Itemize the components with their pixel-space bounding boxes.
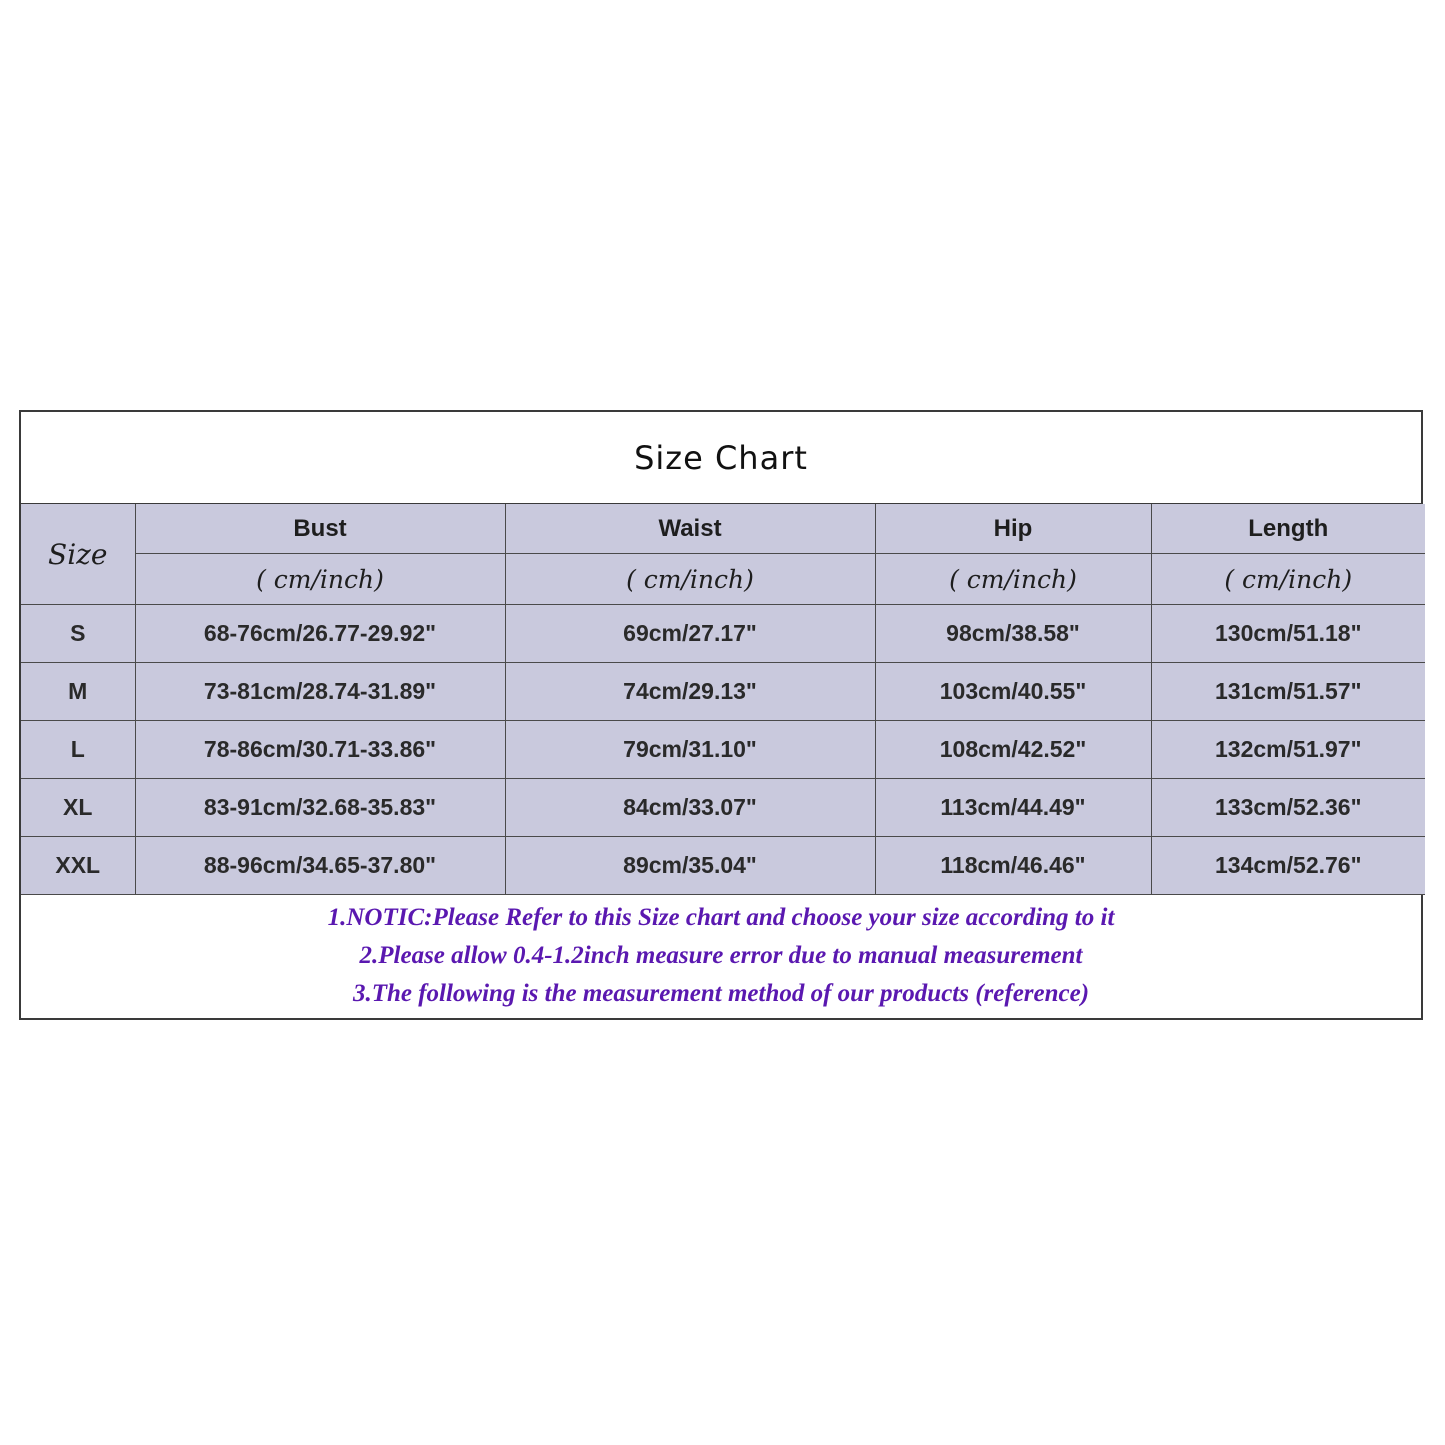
- header-row: [21, 504, 1425, 554]
- hip-cell: 98cm/38.58": [875, 605, 1151, 663]
- chart-title: Size Chart: [21, 412, 1421, 504]
- bust-cell: 78-86cm/30.71-33.86": [135, 721, 505, 779]
- length-column-header: Length: [1151, 504, 1425, 554]
- length-cell: 133cm/52.36": [1151, 779, 1425, 837]
- length-cell: 130cm/51.18": [1151, 605, 1425, 663]
- unit-row: [21, 554, 1425, 605]
- waist-cell: 89cm/35.04": [505, 837, 875, 895]
- size-cell: L: [21, 721, 135, 779]
- table-row: [21, 837, 1425, 895]
- note-line: 3.The following is the measurement method of our products (reference): [352, 980, 1090, 1007]
- bust-cell: 68-76cm/26.77-29.92": [135, 605, 505, 663]
- size-cell: XXL: [21, 837, 135, 895]
- note-line: 2.Please allow 0.4-1.2inch measure error due to manual measurement: [359, 942, 1083, 969]
- waist-cell: 69cm/27.17": [505, 605, 875, 663]
- note-line: 1.NOTIC:Please Refer to this Size chart and choose your size according to it: [327, 904, 1115, 931]
- hip-cell: 118cm/46.46": [875, 837, 1151, 895]
- hip-cell: 108cm/42.52": [875, 721, 1151, 779]
- table-row: [21, 721, 1425, 779]
- waist-column-header: Waist: [505, 504, 875, 554]
- size-cell: XL: [21, 779, 135, 837]
- bust-unit: ( cm/inch): [135, 554, 505, 605]
- length-cell: 132cm/51.97": [1151, 721, 1425, 779]
- bust-cell: 88-96cm/34.65-37.80": [135, 837, 505, 895]
- size-cell: M: [21, 663, 135, 721]
- hip-unit: ( cm/inch): [875, 554, 1151, 605]
- table-row: [21, 663, 1425, 721]
- table-row: [21, 605, 1425, 663]
- length-unit: ( cm/inch): [1151, 554, 1425, 605]
- size-cell: S: [21, 605, 135, 663]
- table-row: [21, 779, 1425, 837]
- size-column-header: Size: [21, 504, 135, 605]
- length-cell: 134cm/52.76": [1151, 837, 1425, 895]
- waist-cell: 79cm/31.10": [505, 721, 875, 779]
- bust-cell: 73-81cm/28.74-31.89": [135, 663, 505, 721]
- waist-cell: 84cm/33.07": [505, 779, 875, 837]
- bust-cell: 83-91cm/32.68-35.83": [135, 779, 505, 837]
- size-table: [21, 504, 1425, 895]
- hip-cell: 103cm/40.55": [875, 663, 1151, 721]
- length-cell: 131cm/51.57": [1151, 663, 1425, 721]
- waist-unit: ( cm/inch): [505, 554, 875, 605]
- notes-section: [21, 895, 1421, 1013]
- waist-cell: 74cm/29.13": [505, 663, 875, 721]
- size-chart: [19, 410, 1423, 1020]
- hip-column-header: Hip: [875, 504, 1151, 554]
- bust-column-header: Bust: [135, 504, 505, 554]
- hip-cell: 113cm/44.49": [875, 779, 1151, 837]
